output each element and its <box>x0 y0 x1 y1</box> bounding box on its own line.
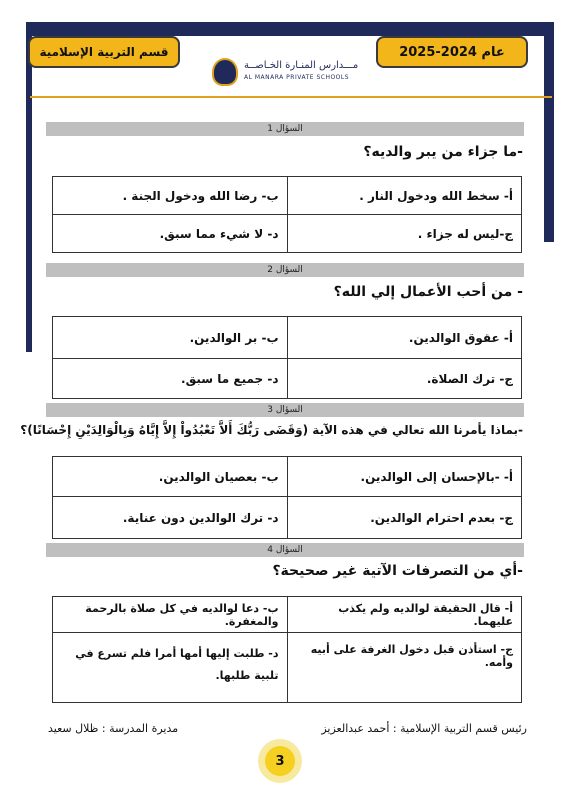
question-3-bar: السؤال 3 <box>46 403 524 417</box>
option-b: ب- بعصيان الوالدين. <box>53 457 288 497</box>
question-1-options <box>52 176 522 253</box>
question-4-options <box>52 596 522 703</box>
option-b: ب- بر الوالدين. <box>53 317 288 359</box>
option-b: ب- رضا الله ودخول الجنة . <box>53 177 288 215</box>
option-a: أ- سخط الله ودخول النار . <box>287 177 522 215</box>
option-d: د- طلبت إليها أمها أمرا فلم تسرع في تلبية طلبها. <box>53 633 288 703</box>
right-border <box>544 22 554 242</box>
option-c: ج-ليس له جزاء . <box>287 215 522 253</box>
left-border <box>26 22 32 352</box>
logo-arabic-text: مـــدارس المنـارة الخـاصــة <box>244 60 359 71</box>
option-c: ج- استأذن قبل دخول الغرفة على أبيه وأمه. <box>287 633 522 703</box>
question-3-text: -بماذا يأمرنا الله تعالي في هذه الآية (وَقَضَى رَبُّكَ أَلاَّ تَعْبُدُواْ إِلاَّ إِيَّاهُ وَبِالْوَالِدَيْنِ إِحْسَانًا)؟ <box>20 423 523 437</box>
school-crest-icon <box>212 58 238 86</box>
option-c: ج- بعدم احترام الوالدين. <box>287 497 522 539</box>
school-logo <box>212 58 362 88</box>
option-a: أ- -بالإحسان إلى الوالدين. <box>287 457 522 497</box>
option-a: أ- قال الحقيقة لوالديه ولم يكذب عليهما. <box>287 597 522 633</box>
question-2-text: - من أحب الأعمال إلي الله؟ <box>333 284 523 300</box>
head-of-department-signature: رئيس قسم التربية الإسلامية : أحمد عبدالعزيز <box>321 722 527 735</box>
department-label: قسم التربية الإسلامية <box>28 36 180 68</box>
question-3-options <box>52 456 522 539</box>
year-label: عام 2024-2025 <box>376 36 528 68</box>
option-d: د- لا شيء مما سبق. <box>53 215 288 253</box>
option-c: ج- ترك الصلاة. <box>287 359 522 399</box>
question-2-options <box>52 316 522 399</box>
question-2-bar: السؤال 2 <box>46 263 524 277</box>
page-number: 3 <box>265 746 295 776</box>
logo-english-text: AL MANARA PRIVATE SCHOOLS <box>244 74 350 81</box>
option-d: د- ترك الوالدين دون عناية. <box>53 497 288 539</box>
header-divider <box>30 96 552 98</box>
question-1-text: -ما جزاء من يبر والديه؟ <box>363 144 523 160</box>
principal-signature: مديرة المدرسة : ظلال سعيد <box>48 722 179 735</box>
option-d: د- جميع ما سبق. <box>53 359 288 399</box>
question-4-bar: السؤال 4 <box>46 543 524 557</box>
option-b: ب- دعا لوالديه في كل صلاة بالرحمة والمغفرة. <box>53 597 288 633</box>
question-1-bar: السؤال 1 <box>46 122 524 136</box>
option-a: أ- عقوق الوالدين. <box>287 317 522 359</box>
header-bar <box>30 22 550 36</box>
question-4-text: -أي من التصرفات الآتية غير صحيحة؟ <box>272 563 523 579</box>
